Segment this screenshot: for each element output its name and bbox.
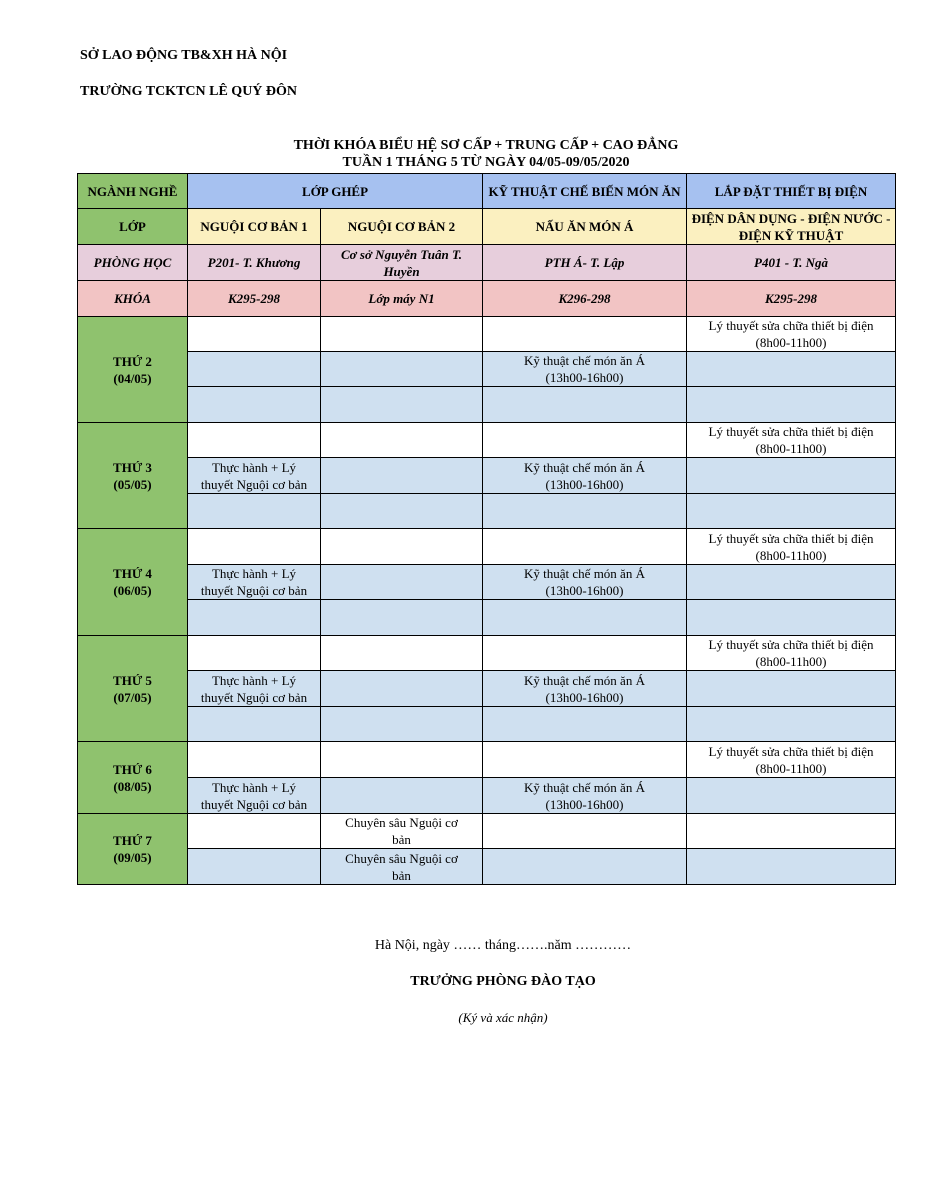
slot [188,529,321,565]
day-cell: THỨ 7 (09/05) [78,814,188,885]
footer-role: TRƯỞNG PHÒNG ĐÀO TẠO [410,974,596,989]
nganh-che-bien: KỸ THUẬT CHẾ BIẾN MÓN ĂN [483,174,687,209]
session-nguoi-2: Chuyên sâu Nguội cơ bản [321,814,483,849]
slot [188,742,321,778]
nganh-label: NGÀNH NGHỀ [78,174,188,209]
slot [483,494,687,529]
slot [188,317,321,352]
session-an: Kỹ thuật chế món ăn Á (13h00-16h00) [483,565,687,600]
slot [483,636,687,671]
lop-nau-an: NẤU ĂN MÓN Á [483,209,687,245]
slot [188,494,321,529]
slot [483,849,687,885]
slot [687,494,896,529]
slot [687,707,896,742]
lop-dien: ĐIỆN DÂN DỤNG - ĐIỆN NƯỚC - ĐIỆN KỸ THUẬT [687,209,896,245]
slot [687,778,896,814]
session-dien: Lý thuyết sửa chữa thiết bị điện (8h00-11h00) [687,636,896,671]
slot [321,600,483,636]
slot [687,849,896,885]
slot [188,707,321,742]
khoa-2: Lớp máy N1 [321,281,483,317]
nganh-dien: LẮP ĐẶT THIẾT BỊ ĐIỆN [687,174,896,209]
slot [188,636,321,671]
day-cell: THỨ 5 (07/05) [78,636,188,742]
slot [687,671,896,707]
phong-2: Cơ sở Nguyễn Tuân T. Huyền [321,245,483,281]
session-an: Kỹ thuật chế món ăn Á (13h00-16h00) [483,352,687,387]
session-nguoi: Thực hành + Lý thuyết Nguội cơ bản [188,671,321,707]
slot [188,600,321,636]
phong-1: P201- T. Khương [188,245,321,281]
lop-label: LỚP [78,209,188,245]
day-cell: THỨ 6 (08/05) [78,742,188,814]
slot [321,636,483,671]
slot [483,707,687,742]
slot [321,778,483,814]
slot [687,814,896,849]
session-an: Kỹ thuật chế món ăn Á (13h00-16h00) [483,671,687,707]
slot [321,317,483,352]
slot [188,849,321,885]
slot [321,707,483,742]
slot [483,387,687,423]
slot [687,565,896,600]
session-nguoi-2: Chuyên sâu Nguội cơ bản [321,849,483,885]
lop-nguoi-2: NGUỘI CƠ BẢN 2 [321,209,483,245]
slot [321,387,483,423]
session-nguoi: Thực hành + Lý thuyết Nguội cơ bản [188,458,321,494]
timetable-title: THỜI KHÓA BIỂU HỆ SƠ CẤP + TRUNG CẤP + CAO ĐẲNG [293,138,679,153]
khoa-3: K296-298 [483,281,687,317]
slot [483,317,687,352]
footer-date-line: Hà Nội, ngày …… tháng…….năm ………… [374,938,632,953]
slot [321,352,483,387]
session-nguoi: Thực hành + Lý thuyết Nguội cơ bản [188,778,321,814]
session-dien: Lý thuyết sửa chữa thiết bị điện (8h00-11h00) [687,742,896,778]
slot [188,423,321,458]
header-department: SỞ LAO ĐỘNG TB&XH HÀ NỘI [80,48,288,63]
slot [321,494,483,529]
slot [321,565,483,600]
day-cell: THỨ 3 (05/05) [78,423,188,529]
slot [687,458,896,494]
slot [483,600,687,636]
slot [188,814,321,849]
nganh-lop-ghep: LỚP GHÉP [188,174,483,209]
day-cell: THỨ 4 (06/05) [78,529,188,636]
session-dien: Lý thuyết sửa chữa thiết bị điện (8h00-11h00) [687,317,896,352]
header-school: TRƯỜNG TCKTCN LÊ QUÝ ĐÔN [80,84,298,99]
khoa-4: K295-298 [687,281,896,317]
timetable-week: TUẦN 1 THÁNG 5 TỪ NGÀY 04/05-09/05/2020 [342,155,630,170]
phong-3: PTH Á- T. Lập [483,245,687,281]
slot [188,387,321,423]
slot [483,529,687,565]
slot [687,352,896,387]
slot [687,600,896,636]
slot [321,458,483,494]
session-dien: Lý thuyết sửa chữa thiết bị điện (8h00-11h00) [687,529,896,565]
slot [321,529,483,565]
lop-nguoi-1: NGUỘI CƠ BẢN 1 [188,209,321,245]
session-an: Kỹ thuật chế món ăn Á (13h00-16h00) [483,778,687,814]
day-cell: THỨ 2 (04/05) [78,317,188,423]
timetable [77,173,896,885]
session-dien: Lý thuyết sửa chữa thiết bị điện (8h00-11h00) [687,423,896,458]
session-an: Kỹ thuật chế món ăn Á (13h00-16h00) [483,458,687,494]
slot [483,423,687,458]
phong-label: PHÒNG HỌC [78,245,188,281]
phong-4: P401 - T. Ngà [687,245,896,281]
khoa-label: KHÓA [78,281,188,317]
khoa-1: K295-298 [188,281,321,317]
session-nguoi: Thực hành + Lý thuyết Nguội cơ bản [188,565,321,600]
footer-sign: (Ký và xác nhận) [458,1010,548,1025]
slot [321,671,483,707]
slot [687,387,896,423]
slot [321,423,483,458]
slot [483,814,687,849]
slot [483,742,687,778]
slot [321,742,483,778]
slot [188,352,321,387]
